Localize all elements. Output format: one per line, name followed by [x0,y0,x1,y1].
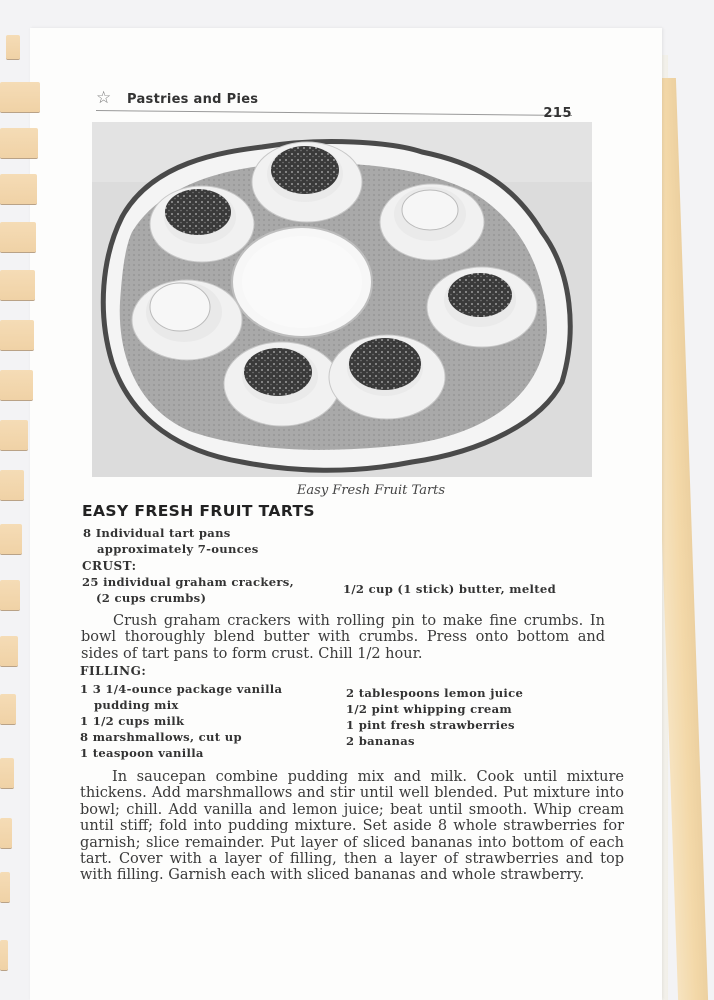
tart-upper-left [150,186,254,262]
tart-upper-right [380,184,484,260]
binding-coil [0,128,38,159]
section-title: Pastries and Pies [127,92,259,107]
binding-coil [0,320,34,351]
binding-coil [0,818,12,849]
recipe-photo [92,122,592,477]
crust-ingredients-left [82,574,294,606]
filling-heading: FILLING: [80,664,147,678]
binding-coil [0,420,28,451]
filling-ingredients-left [80,681,282,761]
binding-coil [0,758,14,789]
ingredient: 1 pint fresh strawberries [346,718,515,732]
binding-coil [0,524,22,555]
crust-directions: Crush graham crackers with rolling pin to make fine crumbs. In bowl thoroughly blend butter with crumbs. Press onto bottom and sides of tart pans to form crust. Chill 1/2 hour. [81,613,605,662]
recipe-title: EASY FRESH FRUIT TARTS [82,502,315,520]
star-icon: ☆ [96,88,112,108]
spiral-binding [0,0,48,1000]
tart-bottom-right [329,335,445,419]
binding-coil [0,636,18,667]
tart-left [132,280,242,360]
crust-heading: CRUST: [82,559,137,573]
equipment-list [83,525,259,557]
tart-top [252,142,362,222]
binding-coil [0,174,37,205]
header-rule [96,110,572,116]
ingredient: 8 marshmallows, cut up [80,730,242,744]
ingredient: 2 tablespoons lemon juice [346,686,524,700]
ingredient: 1 teaspoon vanilla [80,746,204,760]
crust-ingredients-right [343,581,556,597]
ingredient: 1/2 pint whipping cream [346,702,512,716]
page-number: 215 [543,106,572,121]
photo-caption: Easy Fresh Fruit Tarts [296,483,446,498]
binding-coil [0,270,35,301]
ingredient: 1 3 1/4-ounce package vanilla [80,682,283,696]
ingredient: 1/2 cup (1 stick) butter, melted [343,582,556,596]
equipment-line: approximately 7-ounces [97,542,259,556]
filling-ingredients-right [346,685,523,749]
binding-coil [0,82,40,113]
fruit-tarts-illustration [92,122,592,477]
binding-coil [0,872,10,903]
binding-coil [0,694,16,725]
ingredient: 25 individual graham crackers, [82,575,294,589]
ingredient: (2 cups crumbs) [96,591,207,605]
tart-right [427,267,537,347]
running-header [96,88,572,124]
binding-coil [6,35,20,60]
binding-coil [0,222,36,253]
ingredient: 1 1/2 cups milk [80,714,185,728]
filling-directions: In saucepan combine pudding mix and milk. Cook until mixture thickens. Add marshmallows and stir until well blended. Put mixture into bowl; chill. Add vanilla and lemon juice; beat until smooth. Whip cream until stiff; fold into pudding mixture. Set aside 8 whole strawberries for garnish; slice remainder. Put layer of sliced bananas into bottom of each tart. Cover with a layer of filling, then a layer of strawberries and top with filling. Garnish each with sliced bananas and whole strawberry. [80,769,624,884]
ingredient: pudding mix [94,698,179,712]
binding-coil [0,940,8,971]
ingredient: 2 bananas [346,734,415,748]
binding-coil [0,370,33,401]
equipment-line: 8 Individual tart pans [83,526,231,540]
binding-coil [0,580,20,611]
tart-bottom-left [224,342,340,426]
